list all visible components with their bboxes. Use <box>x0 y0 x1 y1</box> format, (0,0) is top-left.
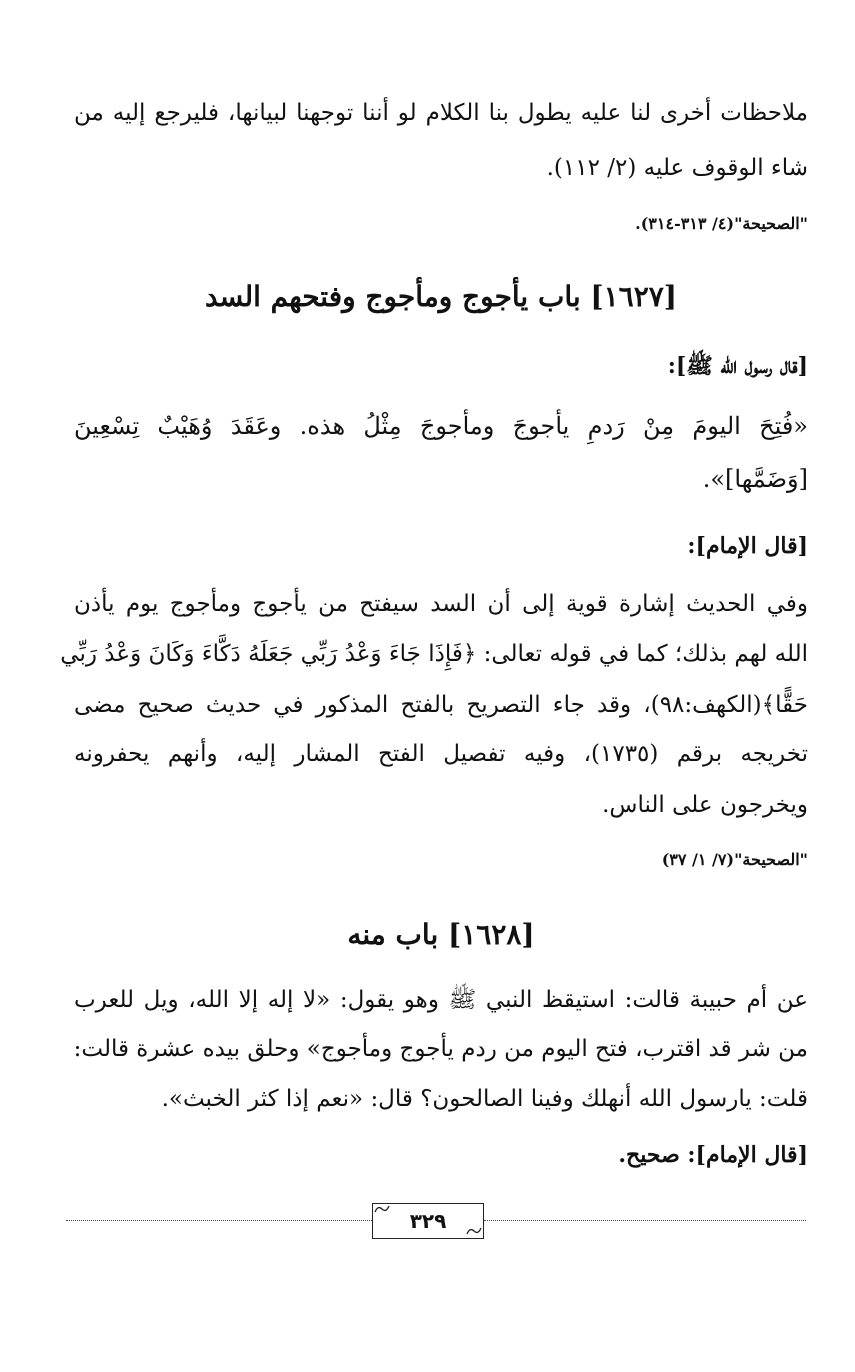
reference-citation: "الصحيحة"(٧/ ١/ ٣٧) <box>661 850 808 869</box>
commentary-line: حَقًّا﴾(الكهف:٩٨)، وقد جاء التصريح بالفتح المذكور في حديث صحيح مضى <box>74 692 808 718</box>
commentary-line: الله لهم بذلك؛ كما في قوله تعالى: ﴿فَإِذَا جَاءَ وَعْدُ رَبِّي جَعَلَهُ دَكَّاءَ وَكَانَ وَعْدُ رَبِّي <box>60 641 808 667</box>
corner-ornament-icon <box>374 1204 390 1214</box>
speaker-label: [قال رسول الله ﷺ]: <box>667 353 808 379</box>
commentary-line: ويخرجون على الناس. <box>602 792 808 818</box>
hadith-text-line: من شر قد اقترب، فتح اليوم من ردم يأجوج ومأجوج» وحلق بيده عشرة قالت: <box>73 1036 808 1062</box>
hadith-text-line: قلت: يارسول الله أنهلك وفينا الصالحون؟ قال: «نعم إذا كثر الخبث». <box>161 1086 808 1112</box>
footer-rule-right <box>484 1220 806 1221</box>
reference-citation: "الصحيحة"(٤/ ٣١٣-٣١٤). <box>635 214 808 233</box>
chapter-heading: [١٦٢٧] باب يأجوج ومأجوج وفتحهم السد <box>204 280 678 313</box>
page-number: ٣٢٩ <box>409 1209 447 1233</box>
footer-rule-left <box>66 1220 372 1221</box>
chapter-heading: [١٦٢٨] باب منه <box>347 918 535 951</box>
imam-label: [قال الإمام]: <box>687 533 808 559</box>
verdict-line: [قال الإمام]: صحيح. <box>618 1142 808 1168</box>
text-line: ملاحظات أخرى لنا عليه يطول بنا الكلام لو أننا توجهنا لبيانها، فليرجع إليه من <box>74 100 808 126</box>
text-line: شاء الوقوف عليه (٢/ ١١٢). <box>546 155 808 181</box>
hadith-text-line: عن أم حبيبة قالت: استيقظ النبي ﷺ وهو يقول: «لا إله إلا الله، ويل للعرب <box>74 987 808 1013</box>
corner-ornament-icon <box>466 1226 482 1236</box>
hadith-text-line: «فُتِحَ اليومَ مِنْ رَدمِ يأجوجَ ومأجوجَ مِثْلُ هذه. وعَقَدَ وُهَيْبٌ تِسْعِينَ <box>74 412 808 440</box>
commentary-line: وفي الحديث إشارة قوية إلى أن السد سيفتح من يأجوج ومأجوج يوم يأذن <box>74 591 808 617</box>
hadith-text-line: [وَضَمَّها]». <box>702 465 808 493</box>
commentary-line: تخريجه برقم (١٧٣٥)، وفيه تفصيل الفتح المشار إليه، وأنهم يحفرونه <box>74 741 808 767</box>
